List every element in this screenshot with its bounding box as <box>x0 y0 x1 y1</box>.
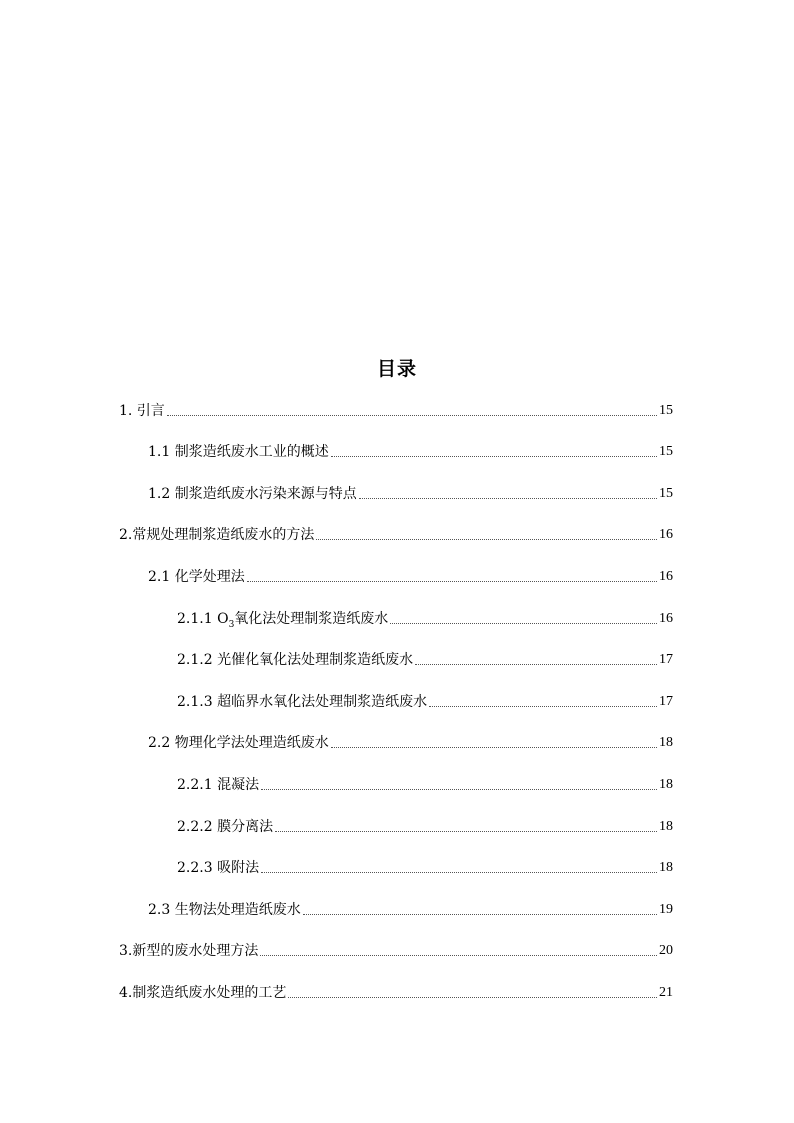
dot-leader <box>261 872 657 873</box>
toc-entry-2-1-2[interactable] <box>177 647 673 669</box>
dot-leader <box>415 664 657 665</box>
dot-leader <box>331 747 657 748</box>
toc-entry-label: 2.2.3 吸附法 <box>177 860 260 876</box>
toc-entry-page: 18 <box>659 777 673 792</box>
toc-entry-2-1[interactable] <box>148 564 673 586</box>
toc-entry-label: 2.2.1 混凝法 <box>177 777 260 793</box>
toc-entry-3[interactable] <box>119 938 673 960</box>
toc-entry-label: 2.2 物理化学法处理造纸废水 <box>148 735 329 751</box>
dot-leader <box>275 831 657 832</box>
toc-entry-2-2-3[interactable] <box>177 855 673 877</box>
toc-entry-label: 2.3 生物法处理造纸废水 <box>148 902 301 918</box>
toc-entry-page: 18 <box>659 860 673 875</box>
toc-entry-page: 18 <box>659 735 673 750</box>
toc-entry-page: 15 <box>659 403 673 418</box>
toc-entry-1[interactable] <box>119 398 673 420</box>
dot-leader <box>331 456 657 457</box>
toc-entry-label: 1.1 制浆造纸废水工业的概述 <box>148 444 329 460</box>
toc-entry-page: 21 <box>659 985 673 1000</box>
dot-leader <box>247 581 657 582</box>
dot-leader <box>261 789 657 790</box>
toc-entry-page: 19 <box>659 902 673 917</box>
toc-entry-label: 2.2.2 膜分离法 <box>177 819 274 835</box>
dot-leader <box>303 914 657 915</box>
toc-entry-page: 16 <box>659 527 673 542</box>
toc-entry-page: 16 <box>659 569 673 584</box>
toc-entry-1-2[interactable] <box>148 481 673 503</box>
dot-leader <box>359 498 657 499</box>
toc-entry-label: 2.1.1 $O_3$氧化法处理制浆造纸废水 <box>177 611 389 630</box>
dot-leader <box>316 539 657 540</box>
toc-entry-page: 15 <box>659 486 673 501</box>
toc-entry-2-1-3[interactable] <box>177 689 673 711</box>
toc-entry-label: 1. 引言 <box>119 403 165 419</box>
toc-entry-page: 17 <box>659 652 673 667</box>
toc-entry-label: 1.2 制浆造纸废水污染来源与特点 <box>148 486 357 502</box>
toc-entry-label: 3.新型的废水处理方法 <box>119 943 259 959</box>
dot-leader <box>288 997 657 998</box>
dot-leader <box>260 955 657 956</box>
toc-entry-2-3[interactable] <box>148 897 673 919</box>
dot-leader <box>429 706 657 707</box>
toc-entry-page: 18 <box>659 819 673 834</box>
toc-entry-label: 2.1.2 光催化氧化法处理制浆造纸废水 <box>177 652 414 668</box>
toc-entry-label: 2.1.3 超临界水氧化法处理制浆造纸废水 <box>177 694 428 710</box>
toc-entry-2-2[interactable] <box>148 730 673 752</box>
toc-entry-2-2-1[interactable] <box>177 772 673 794</box>
toc-entry-1-1[interactable] <box>148 439 673 461</box>
toc-title: 目录 <box>376 358 417 380</box>
toc-entry-page: 16 <box>659 611 673 626</box>
toc-entry-label: 2.常规处理制浆造纸废水的方法 <box>119 527 315 543</box>
dot-leader <box>390 623 657 624</box>
toc-entry-page: 15 <box>659 444 673 459</box>
toc-entry-page: 17 <box>659 694 673 709</box>
dot-leader <box>167 415 657 416</box>
toc-entry-2-2-2[interactable] <box>177 814 673 836</box>
toc-entry-page: 20 <box>659 943 673 958</box>
toc-entry-2[interactable] <box>119 522 673 544</box>
toc-entry-label: 4.制浆造纸废水处理的工艺 <box>119 985 287 1001</box>
toc-entry-4[interactable] <box>119 980 673 1002</box>
toc-entry-label: 2.1 化学处理法 <box>148 569 245 585</box>
toc-entry-2-1-1[interactable] <box>177 606 673 628</box>
